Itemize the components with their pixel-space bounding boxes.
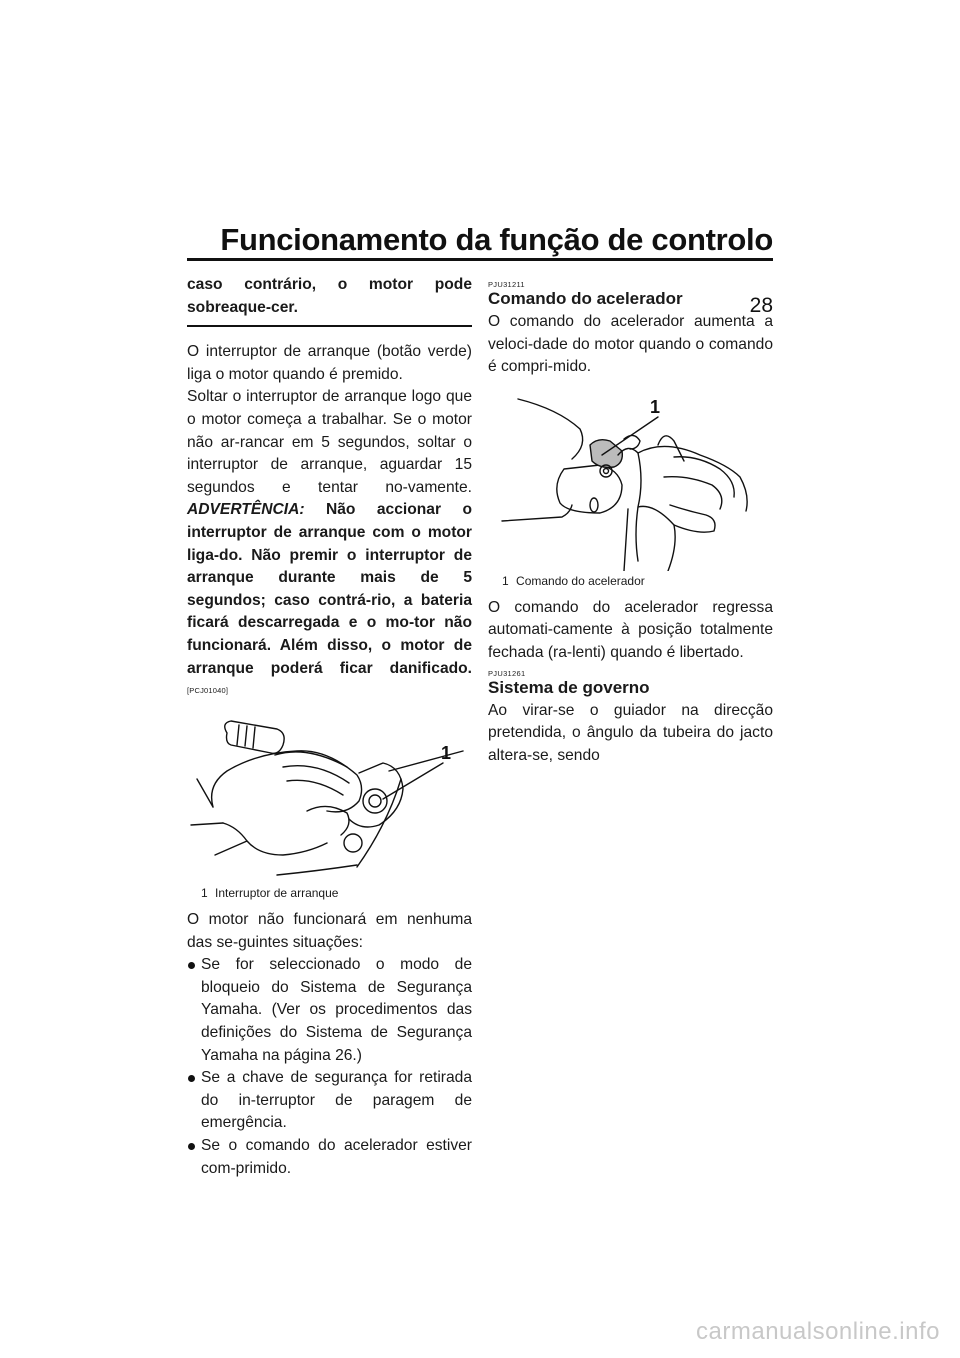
paragraph-steering: Ao virar-se o guiador na direcção pretendida, o ângulo da tubeira do jacto altera-se, sendo — [488, 701, 773, 764]
warning-code: [PCJ01040] — [187, 686, 229, 696]
caption-text: Comando do acelerador — [516, 573, 645, 588]
caption-number: 1 — [201, 886, 208, 901]
right-column — [488, 274, 773, 767]
page-number: 28 — [749, 294, 773, 317]
left-column — [187, 274, 472, 1180]
paragraph-text: Soltar o interruptor de arranque logo que o motor começa a trabalhar. Se o motor não ar-rancar em 5 segundos, soltar o interruptor de arranque, aguardar 15 segundos e tentar no-vamente. — [187, 388, 472, 496]
paragraph-start-switch: O interruptor de arranque (botão verde) liga o motor quando é premido. — [187, 343, 472, 383]
caption-text: Interruptor de arranque — [215, 886, 339, 901]
watermark: carmanualsonline.info — [696, 1318, 940, 1345]
warning-label: ADVERTÊNCIA: — [187, 501, 305, 519]
paragraph-conditions: O motor não funcionará em nenhuma das se-guintes situações: — [187, 911, 472, 951]
figure-throttle — [488, 385, 773, 571]
conditions-list — [187, 954, 472, 1180]
paragraph-throttle-return: O comando do acelerador regressa automati-camente à posição totalmente fechada (ra-lenti) quando é libertado. — [488, 598, 773, 661]
warning-continuation: caso contrário, o motor pode sobreaque-cer. — [187, 276, 472, 316]
section-code: PJU31211 — [488, 280, 525, 289]
warning-text: Não accionar o interruptor de arranque com o motor liga-do. Não premir o interruptor de arranque durante mais de 5 segundos; caso contrá-rio, a bateria ficará descarregada e o mo-tor não funcionará. Além disso, o motor de arranque poderá ficar danificado. — [187, 501, 472, 677]
caption-number: 1 — [502, 573, 509, 588]
list-item: Se for seleccionado o modo de bloqueio do Sistema de Segurança Yamaha. (Ver os procedimentos das definições do Sistema de Segurança Yamaha na página 26.) — [187, 954, 472, 1067]
list-item: Se o comando do acelerador estiver com-primido. — [187, 1135, 472, 1180]
header-rule — [187, 258, 773, 261]
section-title-steering: Sistema de governo — [488, 677, 650, 697]
figure-start-switch — [187, 715, 472, 883]
figure1-callout: 1 — [441, 743, 452, 764]
paragraph-start-instructions — [187, 386, 472, 703]
list-item: Se a chave de segurança for retirada do in-terruptor de paragem de emergência. — [187, 1067, 472, 1135]
section-title-throttle: Comando do acelerador — [488, 289, 683, 308]
throttle-illustration — [488, 385, 773, 571]
section-code: PJU31261 — [488, 668, 526, 678]
figure2-caption — [488, 573, 773, 589]
paragraph-throttle: O comando do acelerador aumenta a veloci-dade do motor quando o comando é compri-mido. — [488, 313, 773, 376]
figure2-callout: 1 — [650, 396, 661, 417]
start-switch-illustration — [187, 715, 472, 883]
warning-rule — [187, 325, 472, 327]
page-title: Funcionamento da função de controlo — [220, 222, 773, 257]
figure1-caption — [187, 885, 472, 901]
